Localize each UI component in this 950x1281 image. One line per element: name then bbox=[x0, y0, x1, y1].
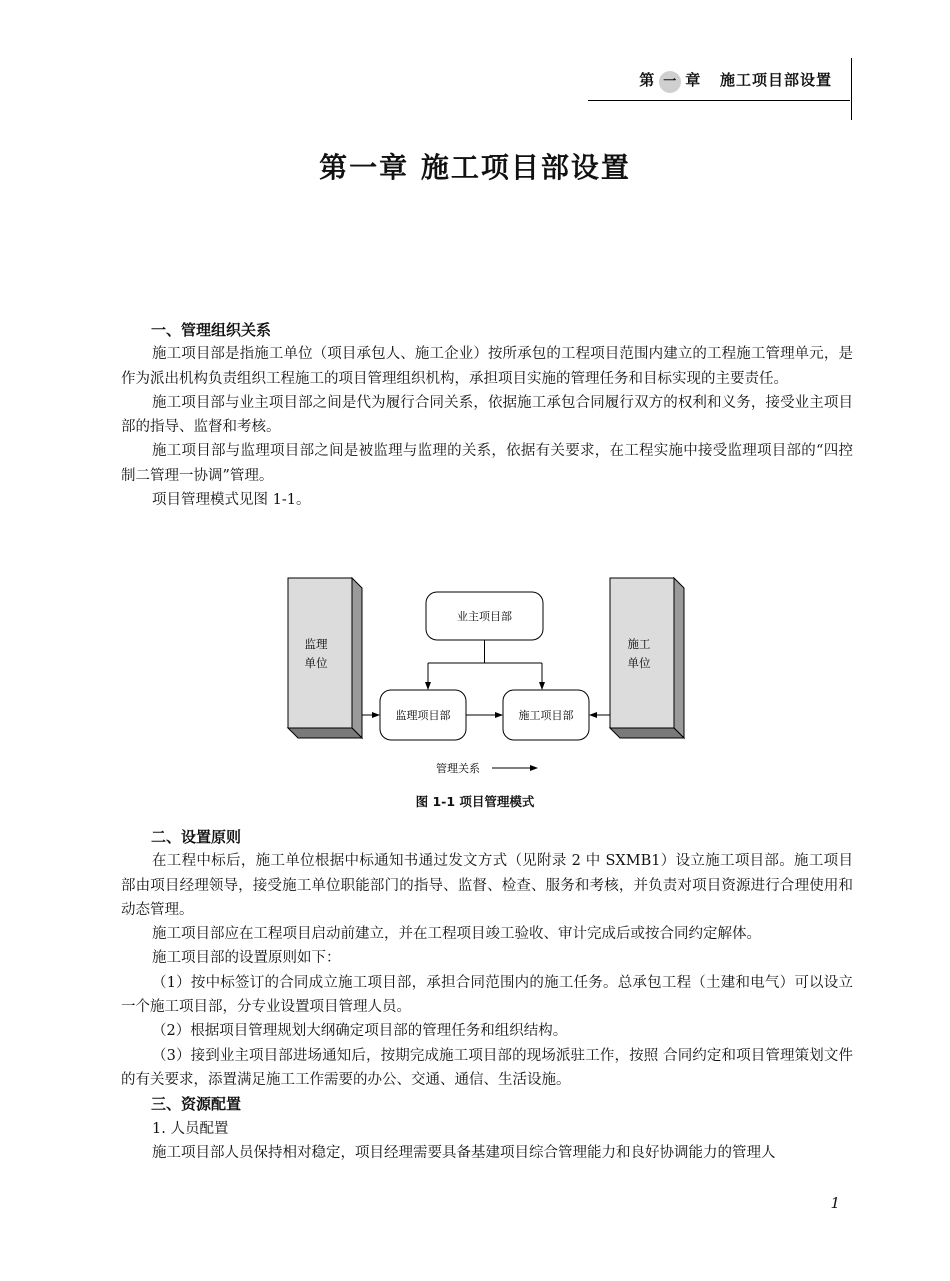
header-text bbox=[639, 69, 832, 93]
construction-project-dept-node bbox=[503, 690, 589, 740]
owner-project-dept-node bbox=[426, 592, 543, 640]
paragraph: （1）按中标签订的合同成立施工项目部，承担合同范围内的施工任务。总承包工程（土建和电气）可以设立一个施工项目部，分专业设置项目管理人员。 bbox=[121, 974, 853, 1016]
section-1 bbox=[121, 318, 853, 512]
paragraph: （3）接到业主项目部进场通知后，按期完成施工项目部的现场派驻工作，按照 合同约定和项目管理策划文件的有关要求，添置满足施工工作需要的办公、交通、通信、生活设施。 bbox=[121, 1047, 853, 1088]
supervision-project-dept-node bbox=[380, 690, 466, 740]
paragraph: 在工程中标后，施工单位根据中标通知书通过发文方式（见附录 2 中 SXMB1）设立施工项目部。施工项目部由项目经理领导，接受施工单位职能部门的指导、监督、检查、服务和考核，并负责对项目资源进行合理使用和动态管理。 bbox=[121, 853, 853, 918]
supervision-unit-label-1: 监理 bbox=[304, 637, 328, 651]
section-3-heading: 三、资源配置 bbox=[151, 1095, 242, 1114]
paragraph: 施工项目部是指施工单位（项目承包人、施工企业）按所承包的工程项目范围内建立的工程施工管理单元，是作为派出机构负责组织工程施工的项目管理组织机构，承担项目实施的管理任务和目标实现的主要责任。 bbox=[121, 346, 853, 387]
paragraph: 施工项目部的设置原则如下： bbox=[152, 950, 341, 967]
construction-project-dept-label: 施工项目部 bbox=[518, 709, 574, 722]
paragraph: 施工项目部应在工程项目启动前建立，并在工程项目竣工验收、审计完成后或按合同约定解体。 bbox=[152, 926, 761, 943]
paragraph: 施工项目部与业主项目部之间是代为履行合同关系，依据施工承包合同履行双方的权利和义务，接受业主项目部的指导、监督和考核。 bbox=[121, 394, 853, 436]
subsection-heading: 1. 人员配置 bbox=[152, 1120, 229, 1137]
section-2 bbox=[121, 825, 853, 1165]
chapter-title: 第一章 施工项目部设置 bbox=[319, 151, 631, 184]
page-number: 1 bbox=[830, 1194, 840, 1212]
header-title: 施工项目部设置 bbox=[719, 71, 832, 89]
header-prefix: 第 bbox=[639, 71, 656, 89]
section-2-heading: 二、设置原则 bbox=[151, 828, 242, 846]
section-1-heading: 一、管理组织关系 bbox=[151, 321, 272, 339]
construction-unit-label-2: 单位 bbox=[627, 656, 651, 670]
header-chapter-number: 一 bbox=[659, 71, 681, 93]
construction-unit-label-1: 施工 bbox=[627, 637, 651, 651]
construction-unit-box bbox=[610, 578, 684, 738]
diagram-legend bbox=[436, 761, 537, 775]
header-divider bbox=[851, 58, 852, 120]
figure-caption: 图 1-1 项目管理模式 bbox=[415, 794, 535, 809]
supervision-project-dept-label: 监理项目部 bbox=[395, 709, 451, 722]
paragraph: （2）根据项目管理规划大纲确定项目部的管理任务和组织结构。 bbox=[152, 1023, 568, 1040]
paragraph: 项目管理模式见图 1-1。 bbox=[152, 492, 311, 509]
header-suffix: 章 bbox=[685, 71, 702, 89]
supervision-unit-label-2: 单位 bbox=[304, 656, 328, 670]
paragraph: 施工项目部与监理项目部之间是被监理与监理的关系，依据有关要求，在工程实施中接受监理项目部的“四控制二管理一协调”管理。 bbox=[121, 443, 853, 484]
legend-label: 管理关系 bbox=[436, 762, 480, 775]
management-mode-diagram bbox=[285, 572, 685, 812]
running-header bbox=[588, 60, 850, 101]
supervision-unit-box bbox=[288, 578, 362, 738]
paragraph: 施工项目部人员保持相对稳定，项目经理需要具备基建项目综合管理能力和良好协调能力的管理人 bbox=[152, 1144, 776, 1161]
owner-project-dept-label: 业主项目部 bbox=[457, 610, 512, 623]
